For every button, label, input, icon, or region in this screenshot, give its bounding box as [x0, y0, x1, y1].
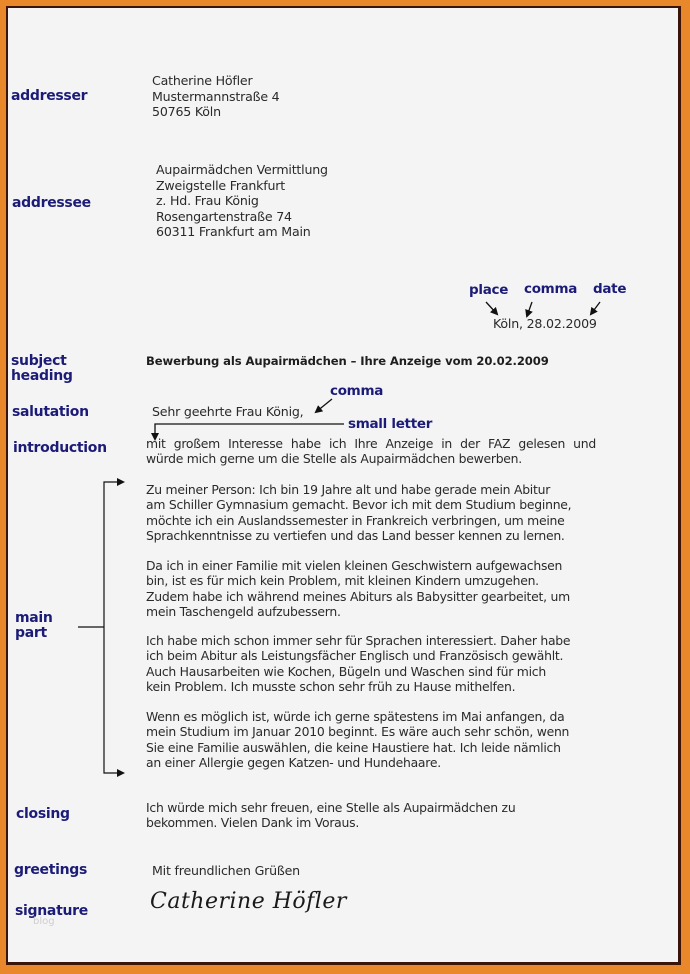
addresser-name: Catherine Höfler [152, 73, 253, 88]
addresser-city: 50765 Köln [152, 104, 221, 119]
addressee-street: Rosengartenstraße 74 [156, 208, 292, 224]
paragraph-line: Zudem habe ich während meines Abiturs als Babysitter gearbeitet, um [146, 588, 570, 604]
salutation-text: Sehr geehrte Frau König, [152, 404, 304, 419]
introduction-paragraph [146, 436, 596, 467]
closing-line: bekommen. Vielen Dank im Voraus. [146, 815, 360, 831]
label-closing: closing [16, 806, 70, 822]
paragraph-line: Sprachkenntnisse zu vertiefen und das Land besser kennen zu lernen. [146, 528, 565, 544]
subject-line: Bewerbung als Aupairmädchen – Ihre Anzeige vom 20.02.2009 [146, 354, 549, 368]
addressee-block [156, 162, 328, 240]
addresser-street: Mustermannstraße 4 [152, 88, 280, 104]
intro-line: mit großem Interesse habe ich Ihre Anzeige in der FAZ gelesen und [146, 436, 596, 451]
label-addressee: addressee [12, 195, 91, 211]
addresser-block [152, 73, 280, 120]
main-paragraph-4 [146, 709, 596, 771]
paragraph-line: mein Taschengeld aufzubessern. [146, 604, 341, 620]
closing-line: Ich würde mich sehr freuen, eine Stelle als Aupairmädchen zu [146, 800, 516, 815]
paragraph-line: kein Problem. Ich musste schon sehr früh zu Hause mithelfen. [146, 679, 516, 695]
paragraph-line: bin, ist es für mich kein Problem, mit kleinen Kindern umzugehen. [146, 573, 539, 589]
paragraph-line: Wenn es möglich ist, würde ich gerne spätestens im Mai anfangen, da [146, 709, 565, 724]
main-paragraph-3 [146, 633, 596, 695]
label-subject-line1: subject [11, 353, 67, 369]
label-main-line2: part [15, 625, 47, 641]
paragraph-line: Zu meiner Person: Ich bin 19 Jahre alt und habe gerade mein Abitur [146, 482, 551, 497]
label-introduction: introduction [13, 440, 107, 456]
paragraph-line: Ich habe mich schon immer sehr für Sprachen interessiert. Daher habe [146, 633, 571, 648]
label-main-part [15, 611, 53, 641]
addressee-city: 60311 Frankfurt am Main [156, 224, 311, 239]
handwritten-signature: Catherine Höfler [150, 889, 347, 914]
paragraph-line: Auch Hausarbeiten wie Kochen, Bügeln und Waschen sind für mich [146, 663, 546, 679]
label-subject-heading [11, 354, 73, 384]
main-paragraph-1 [146, 482, 596, 544]
annotation-small-letter: small letter [348, 416, 433, 432]
paragraph-line: an einer Allergie gegen Katzen- und Hundehaare. [146, 755, 441, 771]
place-date: Köln, 28.02.2009 [493, 316, 597, 331]
label-signature: signature [15, 903, 88, 919]
main-paragraph-2 [146, 558, 596, 620]
paragraph-line: möchte ich ein Auslandssemester in Frankreich verbringen, um meine [146, 512, 565, 528]
watermark: blog [33, 916, 55, 927]
intro-line: würde mich gerne um die Stelle als Aupairmädchen bewerben. [146, 451, 522, 467]
paragraph-line: ich beim Abitur als Leistungsfächer Englisch und Französisch gewählt. [146, 648, 564, 664]
label-salutation: salutation [12, 404, 89, 420]
paragraph-line: Sie eine Familie auswählen, die keine Haustiere hat. Ich leide nämlich [146, 739, 561, 755]
addressee-company: Aupairmädchen Vermittlung [156, 162, 328, 177]
closing-paragraph [146, 800, 596, 831]
paragraph-line: mein Studium im Januar 2010 beginnt. Es wäre auch sehr schön, wenn [146, 724, 570, 740]
annotation-comma-date: comma [524, 281, 578, 297]
paragraph-line: Da ich in einer Familie mit vielen kleinen Geschwistern aufgewachsen [146, 558, 563, 573]
annotation-date: date [593, 281, 627, 297]
label-main-line1: main [15, 610, 53, 626]
addressee-attention: z. Hd. Frau König [156, 193, 259, 208]
label-greetings: greetings [14, 862, 88, 878]
paragraph-line: am Schiller Gymnasium gemacht. Bevor ich mit dem Studium beginne, [146, 497, 572, 513]
addressee-branch: Zweigstelle Frankfurt [156, 177, 285, 193]
greetings-text: Mit freundlichen Grüßen [152, 863, 300, 878]
label-addresser: addresser [11, 88, 88, 104]
annotation-comma-salutation: comma [330, 383, 384, 399]
annotation-place: place [469, 282, 509, 298]
label-subject-line2: heading [11, 368, 73, 384]
